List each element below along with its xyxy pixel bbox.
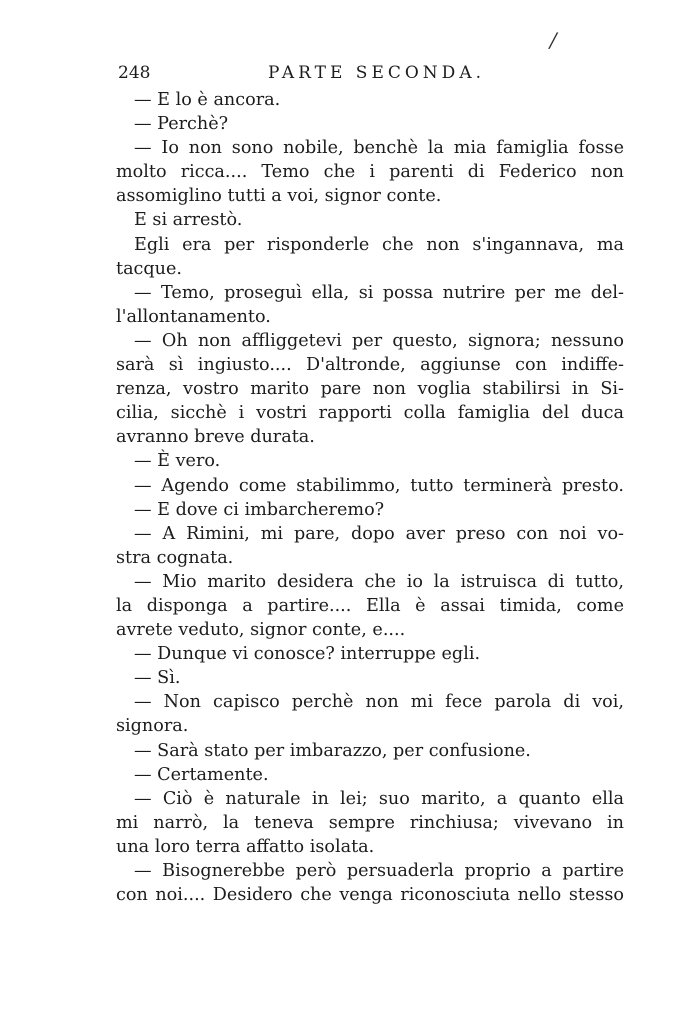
margin-pencil-mark: /	[547, 28, 560, 52]
text-line: renza, vostro marito pare non voglia stabilirsi in Si-	[116, 379, 624, 400]
text-line: l'allontanamento.	[116, 306, 271, 327]
text-line: molto ricca.... Temo che i parenti di Federico non	[116, 162, 624, 183]
text-line: — Temo, proseguì ella, si possa nutrire per me del-	[134, 282, 624, 303]
text-line: — Non capisco perchè non mi fece parola di voi,	[134, 692, 624, 713]
text-line: — Agendo come stabilimmo, tutto terminerà presto.	[134, 475, 624, 496]
text-line: — Perchè?	[134, 114, 229, 135]
text-line: una loro terra affatto isolata.	[116, 836, 375, 857]
text-line: con noi.... Desidero che venga riconosciuta nello stesso	[116, 885, 624, 906]
text-line: — Ciò è naturale in lei; suo marito, a quanto ella	[134, 788, 624, 809]
text-line: — Io non sono nobile, benchè la mia famiglia fosse	[134, 138, 624, 159]
running-title: PARTE SECONDA.	[268, 63, 485, 83]
text-line: Egli era per risponderle che non s'ingannava, ma	[134, 234, 624, 255]
text-line: — A Rimini, mi pare, dopo aver preso con noi vo-	[134, 523, 624, 544]
text-line: stra cognata.	[116, 547, 234, 568]
page-header	[118, 58, 624, 88]
text-line: — Oh non affliggetevi per questo, signora; nessuno	[134, 330, 624, 351]
text-line: sarà sì ingiusto.... D'altronde, aggiunse con indiffe-	[116, 355, 624, 376]
text-line: — Bisognerebbe però persuaderla proprio a partire	[134, 861, 624, 881]
page-number: 248	[118, 63, 151, 83]
text-line: mi narrò, la teneva sempre rinchiusa; vivevano in	[116, 812, 624, 833]
text-line: la disponga a partire.... Ella è assai timida, come	[116, 595, 624, 616]
text-line: avrete veduto, signor conte, e....	[116, 620, 406, 641]
text-line: avranno breve durata.	[116, 427, 315, 448]
text-line: — Mio marito desidera che io la istruisca di tutto,	[134, 571, 624, 592]
text-line: — Certamente.	[134, 764, 269, 785]
text-line: assomiglino tutti a voi, signor conte.	[116, 186, 442, 207]
text-line: — Sì.	[134, 668, 181, 689]
text-line: signora.	[116, 716, 189, 737]
text-line: — Dunque vi conosce? interruppe egli.	[134, 644, 481, 665]
text-line: E si arrestò.	[134, 210, 243, 231]
text-line: — Sarà stato per imbarazzo, per confusione.	[134, 740, 531, 761]
text-line: cilia, sicchè i vostri rapporti colla famiglia del duca	[116, 403, 624, 424]
text-line: — E lo è ancora.	[134, 90, 281, 110]
body-text	[116, 88, 624, 907]
text-line: tacque.	[116, 258, 183, 279]
text-line: — E dove ci imbarcheremo?	[134, 499, 385, 520]
text-line: — È vero.	[134, 451, 221, 472]
